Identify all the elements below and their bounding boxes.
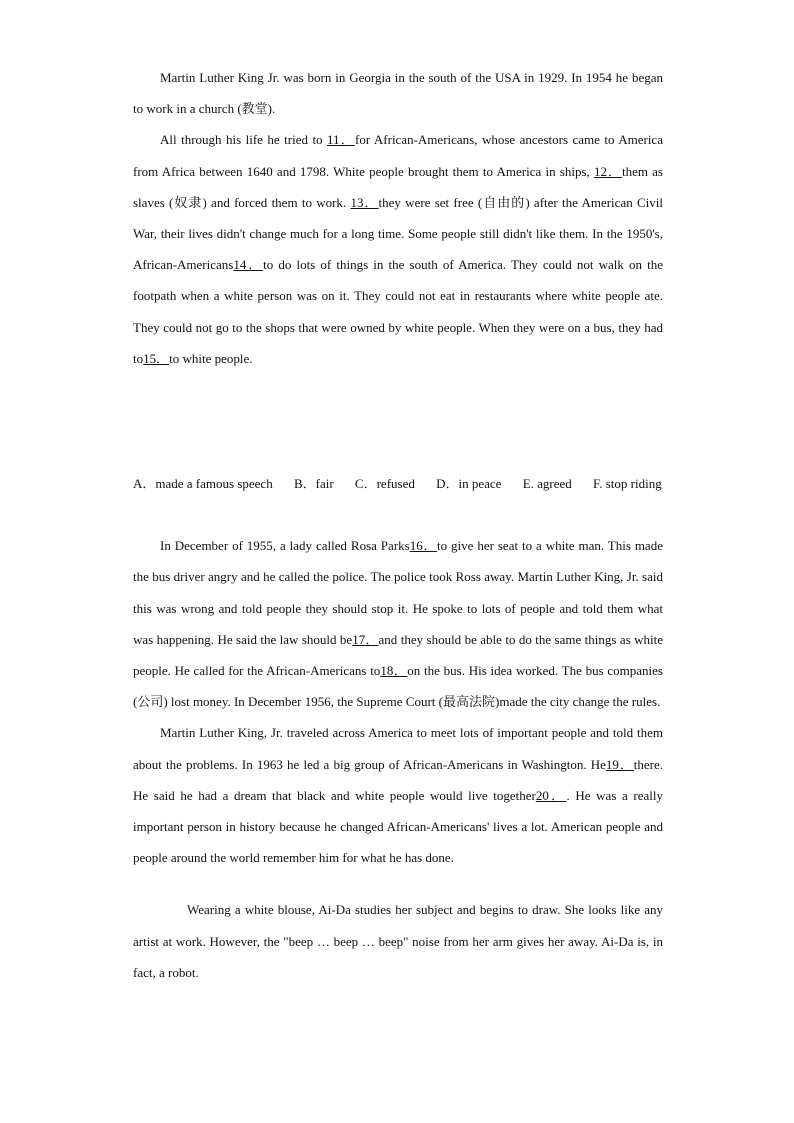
- option-f: F. stop riding: [593, 476, 662, 492]
- text: Martin Luther King, Jr. traveled across America to meet lots of important people and told them about the problems. In 1963 he led a big group of African-Americans in Washington. He: [133, 725, 663, 772]
- option-d: D．in peace: [436, 476, 502, 492]
- blank-16: 16．: [409, 538, 438, 554]
- text: for African-Americans, whose ancestors came to America from Africa between 1640 and 1798. White people brought them to America in ships,: [133, 132, 663, 179]
- text: and they should be able to do the same things as white people. He called for the African-Americans to: [133, 631, 663, 679]
- options-list: [133, 468, 663, 499]
- paragraph-2: [133, 124, 663, 374]
- text: there. He said he had a dream that black and white people would live together: [133, 756, 663, 803]
- text: on the bus. His idea worked. The bus companies (公司) lost money. In December 1956, the Supreme Court (最高法院)made the city change the rules.: [133, 663, 663, 710]
- blank-17: 17．: [352, 631, 379, 647]
- paragraph-1: [133, 62, 663, 124]
- paragraph-1-text: Martin Luther King Jr. was born in Georgia in the south of the USA in 1929. In 1954 he began to work in a church (教堂).: [133, 70, 663, 117]
- blank-13: 13．: [350, 194, 379, 210]
- option-e: E. agreed: [522, 476, 572, 492]
- text: them as slaves (奴隶) and forced them to work.: [133, 163, 663, 210]
- blank-11: 11．: [327, 132, 355, 148]
- text: All through his life he tried to: [160, 132, 328, 148]
- spacer: [133, 873, 663, 894]
- blank-19: 19．: [605, 756, 634, 772]
- text: to give her seat to a white man. This made the bus driver angry and he called the police. The police took Ross away. Martin Luther King, Jr. said this was wrong and told people they should stop it. He spoke to lots of people and told them what was happening. He said the law should be: [133, 538, 663, 647]
- paragraph-4: [133, 717, 663, 873]
- option-c: C．refused: [354, 476, 415, 492]
- text: to white people.: [169, 350, 253, 366]
- document-content: [133, 62, 663, 988]
- paragraph-3: [133, 530, 663, 717]
- text: . He was a really important person in history because he changed African-Americans' lives a lot. American people and people around the world remember him for what he has done.: [133, 787, 663, 866]
- blank-14: 14．: [233, 257, 264, 273]
- blank-15: 15．: [143, 350, 170, 366]
- spacer: [133, 374, 663, 468]
- blank-12: 12．: [594, 163, 622, 179]
- spacer: [133, 499, 663, 530]
- text: they were set free (自由的) after the American Civil War, their lives didn't change much for a long time. Some people still didn't like them. In the 1950's, African-Americans: [133, 194, 663, 273]
- paragraph-5-text: Wearing a white blouse, Ai-Da studies her subject and begins to draw. She looks like any artist at work. However, the "beep … beep … beep" noise from her arm gives her away. Ai-Da is, in fact, a robot.: [133, 902, 663, 980]
- text: to do lots of things in the south of America. They could not walk on the footpath when a white person was on it. They could not eat in restaurants where white people ate. They could not go to the shops that were owned by white people. When they were on a bus, they had to: [133, 257, 663, 366]
- blank-20: 20．: [535, 787, 567, 803]
- paragraph-5: [133, 894, 663, 988]
- option-a: A．made a famous speech: [133, 476, 273, 492]
- text: In December of 1955, a lady called Rosa Parks: [160, 538, 410, 554]
- blank-18: 18．: [380, 663, 408, 679]
- option-b: B．fair: [293, 476, 334, 492]
